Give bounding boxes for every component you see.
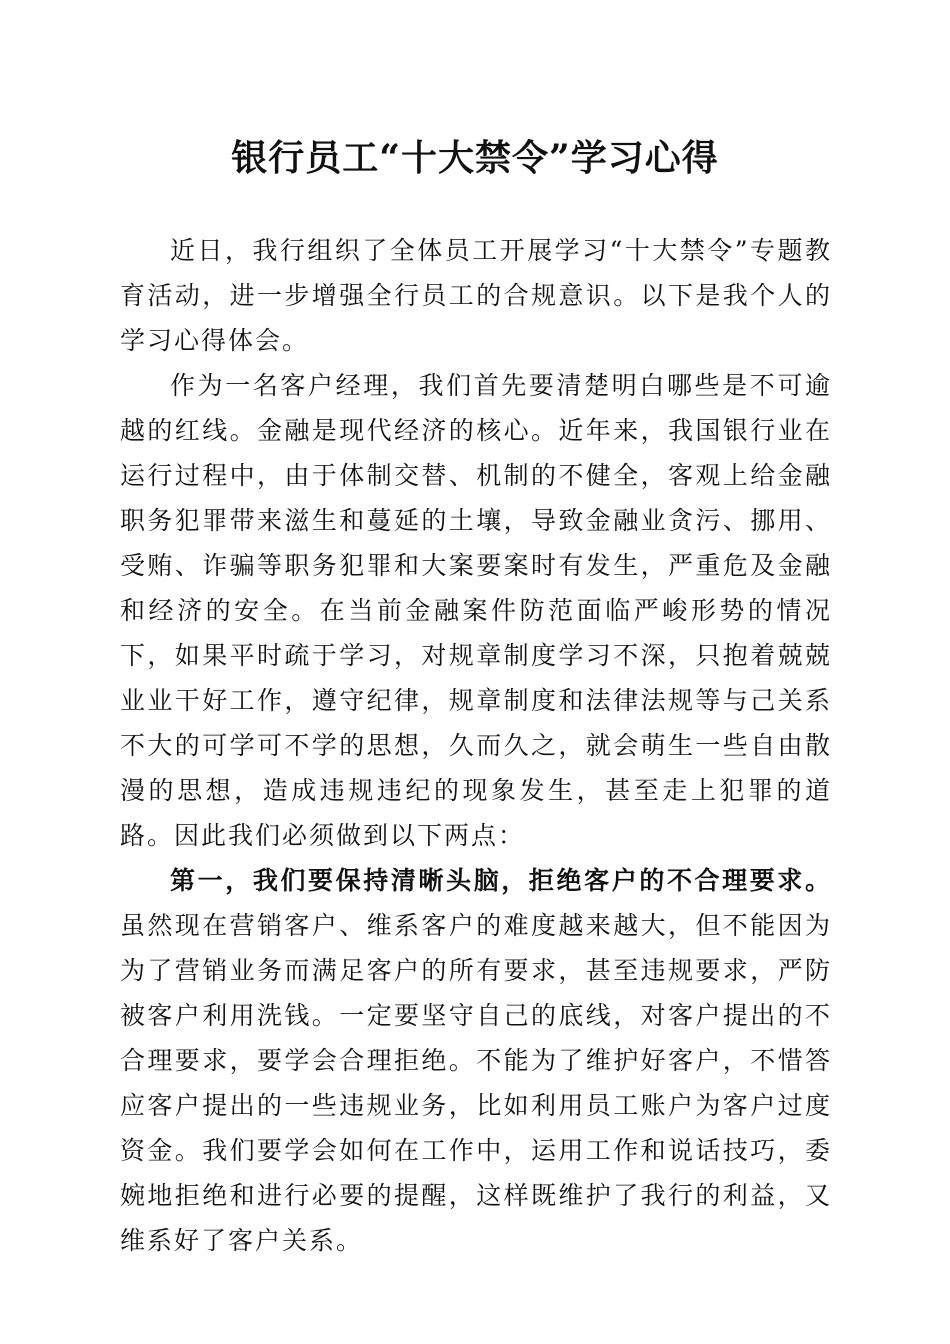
paragraph-lead-heading: 第一，我们要保持清晰头脑，拒绝客户的不合理要求。	[170, 866, 832, 895]
paragraph-point-one	[120, 858, 832, 1263]
paragraph-text: 作为一名客户经理，我们首先要清楚明白哪些是不可逾越的红线。金融是现代经济的核心。近年来，我国银行业在运行过程中，由于体制交替、机制的不健全，客观上给金融职务犯罪带来滋生和蔓延的土壤，导致金融业贪污、挪用、受贿、诈骗等职务犯罪和大案要案时有发生，严重危及金融和经济的安全。在当前金融案件防范面临严峻形势的情况下，如果平时疏于学习，对规章制度学习不深，只抱着兢兢业业干好工作，遵守纪律，规章制度和法律法规等与己关系不大的可学可不学的思想，久而久之，就会萌生一些自由散漫的思想，造成违规违纪的现象发生，甚至走上犯罪的道路。因此我们必须做到以下两点：	[120, 371, 832, 850]
page-title: 银行员工“十大禁令”学习心得	[231, 137, 719, 179]
document-body	[120, 228, 832, 1263]
paragraph-red-line	[120, 363, 832, 858]
paragraph-text: 虽然现在营销客户、维系客户的难度越来越大，但不能因为为了营销业务而满足客户的所有要求，甚至违规要求，严防被客户利用洗钱。一定要坚守自己的底线，对客户提出的不合理要求，要学会合理拒绝。不能为了维护好客户，不惜答应客户提出的一些违规业务，比如利用员工账户为客户过度资金。我们要学会如何在工作中，运用工作和说话技巧，委婉地拒绝和进行必要的提醒，这样既维护了我行的利益，又维系好了客户关系。	[120, 911, 832, 1255]
paragraph-text: 近日，我行组织了全体员工开展学习“十大禁令”专题教育活动，进一步增强全行员工的合规意识。以下是我个人的学习心得体会。	[120, 236, 832, 355]
paragraph-intro	[120, 228, 832, 363]
